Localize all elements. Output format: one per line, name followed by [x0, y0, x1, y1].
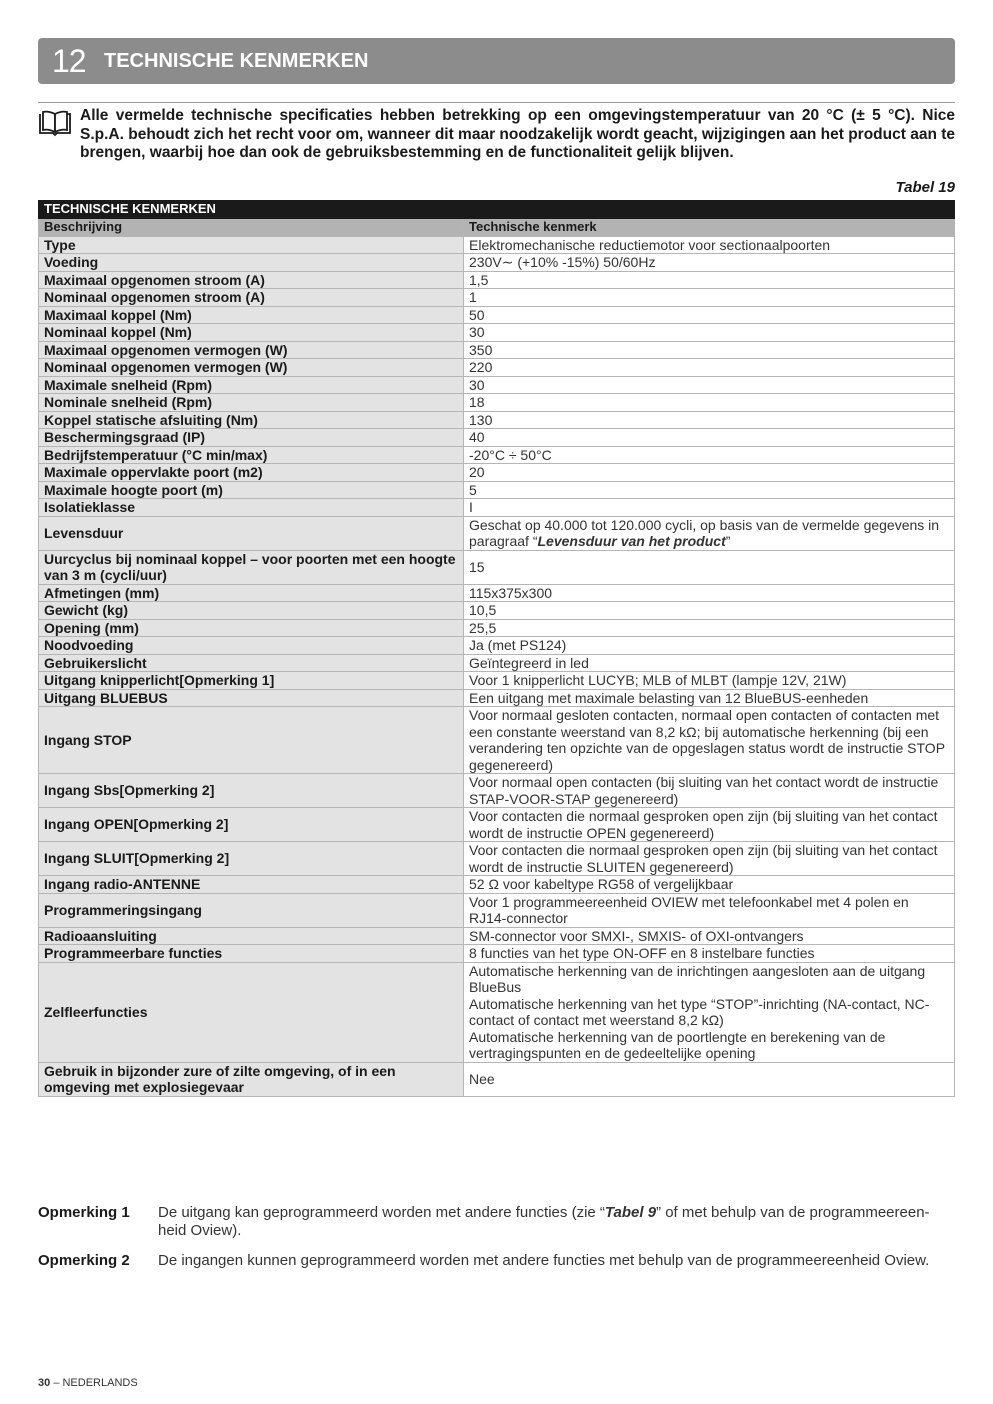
table-row [39, 516, 955, 550]
remark-label: Opmerking 1 [38, 1204, 130, 1221]
row-value-line: Automatische herkenning van de inrichtingen aangesloten aan de uitgang BlueBus [469, 962, 926, 995]
row-value: Voor 1 knipperlicht LUCYB; MLB of MLBT (lampje 12V, 21W) [464, 672, 955, 690]
row-value: 30 [464, 376, 955, 394]
table-row [39, 619, 955, 637]
row-label: Gebruik in bijzonder zure of zilte omgeving, of in een omgeving met explosiegevaar [39, 1062, 464, 1096]
remarks [38, 1204, 955, 1282]
page-number: 30 [38, 1377, 51, 1389]
table-row [39, 341, 955, 359]
table-row [39, 359, 955, 377]
table-row [39, 429, 955, 447]
row-value: Elektromechanische reductiemotor voor sectionaalpoorten [464, 236, 955, 254]
section-header [38, 38, 955, 84]
row-value: 5 [464, 481, 955, 499]
table-row [39, 394, 955, 412]
table-row [39, 236, 955, 254]
row-value: Ja (met PS124) [464, 637, 955, 655]
table-row [39, 306, 955, 324]
table-row [39, 637, 955, 655]
table-row [39, 774, 955, 808]
row-value: 130 [464, 411, 955, 429]
row-value: I [464, 499, 955, 517]
row-value: 52 Ω voor kabeltype RG58 of vergelijkbaar [464, 876, 955, 894]
row-label: Voeding [39, 254, 464, 272]
table-row [39, 481, 955, 499]
table-caption: Tabel 19 [895, 179, 955, 196]
row-label: Ingang Sbs[Opmerking 2] [39, 774, 464, 808]
row-label: Afmetingen (mm) [39, 584, 464, 602]
row-value: 30 [464, 324, 955, 342]
row-label: Ingang SLUIT[Opmerking 2] [39, 842, 464, 876]
remark-2 [38, 1252, 955, 1270]
row-label: Noodvoeding [39, 637, 464, 655]
row-label: Programmeringsingang [39, 893, 464, 927]
row-label: Maximaal koppel (Nm) [39, 306, 464, 324]
table-row [39, 689, 955, 707]
note-block [38, 102, 955, 163]
row-value: Voor contacten die normaal gesproken open zijn (bij sluiting van het contact wordt de instructie SLUITEN gegenereerd) [464, 842, 955, 876]
table-row [39, 499, 955, 517]
table-row [39, 289, 955, 307]
row-value: 10,5 [464, 602, 955, 620]
row-label: Radioaansluiting [39, 927, 464, 945]
row-label: Gebruikerslicht [39, 654, 464, 672]
row-label: Maximaal opgenomen stroom (A) [39, 271, 464, 289]
row-value: Voor 1 programmeereenheid OVIEW met telefoonkabel met 4 polen en RJ14-connector [464, 893, 955, 927]
row-label: Bedrijfstemperatuur (°C min/max) [39, 446, 464, 464]
row-value [464, 962, 955, 1062]
book-icon [38, 109, 72, 137]
row-value: 230V∼ (+10% -15%) 50/60Hz [464, 254, 955, 272]
table-title: TECHNISCHE KENMERKEN [39, 201, 955, 219]
column-header-spec: Technische kenmerk [464, 219, 955, 237]
table-row [39, 464, 955, 482]
table-row [39, 654, 955, 672]
row-value: 1,5 [464, 271, 955, 289]
row-label: Ingang radio-ANTENNE [39, 876, 464, 894]
table-row [39, 893, 955, 927]
row-value: 20 [464, 464, 955, 482]
row-value: Voor normaal open contacten (bij sluiting van het contact wordt de instructie STAP-VOOR-STAP gegenereerd) [464, 774, 955, 808]
table-row [39, 446, 955, 464]
table-row [39, 808, 955, 842]
row-label: Gewicht (kg) [39, 602, 464, 620]
footer-language: – NEDERLANDS [53, 1377, 138, 1389]
row-label: Maximaal opgenomen vermogen (W) [39, 341, 464, 359]
table-row [39, 945, 955, 963]
row-label: Isolatieklasse [39, 499, 464, 517]
table-row [39, 324, 955, 342]
page-footer [38, 1377, 138, 1389]
row-label: Beschermingsgraad (IP) [39, 429, 464, 447]
row-value: 8 functies van het type ON-OFF en 8 instelbare functies [464, 945, 955, 963]
row-label: Maximale hoogte poort (m) [39, 481, 464, 499]
table-row [39, 411, 955, 429]
table-row [39, 584, 955, 602]
row-value: 115x375x300 [464, 584, 955, 602]
row-value: Geïntegreerd in led [464, 654, 955, 672]
row-label: Opening (mm) [39, 619, 464, 637]
section-number: 12 [52, 42, 86, 79]
spec-table [38, 200, 955, 1097]
row-value-line: Automatische herkenning van het type “STOP”-inrichting (NA-contact, NC-contact of contact met weerstand 8,2 kΩ) [469, 995, 930, 1028]
row-value: Voor contacten die normaal gesproken open zijn (bij sluiting van het contact wordt de instructie OPEN gegenereerd) [464, 808, 955, 842]
remark-label: Opmerking 2 [38, 1252, 130, 1269]
row-label: Nominaal opgenomen stroom (A) [39, 289, 464, 307]
row-label: Type [39, 236, 464, 254]
row-label: Ingang STOP [39, 707, 464, 774]
row-label: Levensduur [39, 516, 464, 550]
row-label: Ingang OPEN[Opmerking 2] [39, 808, 464, 842]
column-header-row [39, 219, 955, 237]
table-row [39, 927, 955, 945]
row-label: Nominale snelheid (Rpm) [39, 394, 464, 412]
remark-1 [38, 1204, 955, 1240]
note-text: Alle vermelde technische specificaties hebben betrekking op een omgevingstemperatuur van 20 °C (± 5 °C). Nice S.p.A. behoudt zich het recht voor om, wanneer dit maar noodzakelijk wordt geacht, wijzigingen aan het product aan te brengen, waarbij hoe dan ook de gebruiksbestemming en de functionaliteit gelijk blijven. [80, 107, 956, 161]
row-value: Nee [464, 1062, 955, 1096]
row-label: Nominaal koppel (Nm) [39, 324, 464, 342]
remark-text: De uitgang kan geprogrammeerd worden met andere functies (zie “Tabel 9” of met behulp van de programmeereen-heid Oview). [158, 1204, 930, 1239]
row-value: Voor normaal gesloten contacten, normaal open contacten of contacten met een constante weerstand van 8,2 kΩ; bij automatische herkenning (bij een verandering ten opzichte van de opgeslagen status wordt de instructie STOP gegenereerd) [464, 707, 955, 774]
table-row [39, 707, 955, 774]
row-label: Uitgang knipperlicht[Opmerking 1] [39, 672, 464, 690]
row-value: 350 [464, 341, 955, 359]
row-value: 40 [464, 429, 955, 447]
row-value: SM-connector voor SMXI-, SMXIS- of OXI-ontvangers [464, 927, 955, 945]
remark-text: De ingangen kunnen geprogrammeerd worden met andere functies met behulp van de programmeereenheid Oview. [158, 1252, 930, 1269]
row-value: 50 [464, 306, 955, 324]
table-body [39, 236, 955, 1096]
row-label: Uurcyclus bij nominaal koppel – voor poorten met een hoogte van 3 m (cycli/uur) [39, 550, 464, 584]
row-label: Maximale snelheid (Rpm) [39, 376, 464, 394]
section-title: TECHNISCHE KENMERKEN [104, 49, 369, 72]
row-label: Maximale oppervlakte poort (m2) [39, 464, 464, 482]
table-row [39, 962, 955, 1062]
row-value: Geschat op 40.000 tot 120.000 cycli, op basis van de vermelde gegevens in paragraaf “Levensduur van het product” [464, 516, 955, 550]
row-label: Uitgang BLUEBUS [39, 689, 464, 707]
row-value: 220 [464, 359, 955, 377]
row-label: Nominaal opgenomen vermogen (W) [39, 359, 464, 377]
table-row [39, 1062, 955, 1096]
row-value: 18 [464, 394, 955, 412]
row-label: Koppel statische afsluiting (Nm) [39, 411, 464, 429]
row-label: Zelfleerfuncties [39, 962, 464, 1062]
table-row [39, 254, 955, 272]
row-value: 15 [464, 550, 955, 584]
table-row [39, 376, 955, 394]
table-row [39, 876, 955, 894]
row-value: -20°C ÷ 50°C [464, 446, 955, 464]
row-value: 1 [464, 289, 955, 307]
row-value-line: Automatische herkenning van de poortlengte en berekening van de vertragingspunten en de gedeeltelijke opening [469, 1028, 886, 1061]
table-row [39, 602, 955, 620]
column-header-description: Beschrijving [39, 219, 464, 237]
table-row [39, 271, 955, 289]
row-value: 25,5 [464, 619, 955, 637]
row-value: Een uitgang met maximale belasting van 12 BlueBUS-eenheden [464, 689, 955, 707]
table-row [39, 842, 955, 876]
row-label: Programmeerbare functies [39, 945, 464, 963]
table-row [39, 672, 955, 690]
table-row [39, 550, 955, 584]
